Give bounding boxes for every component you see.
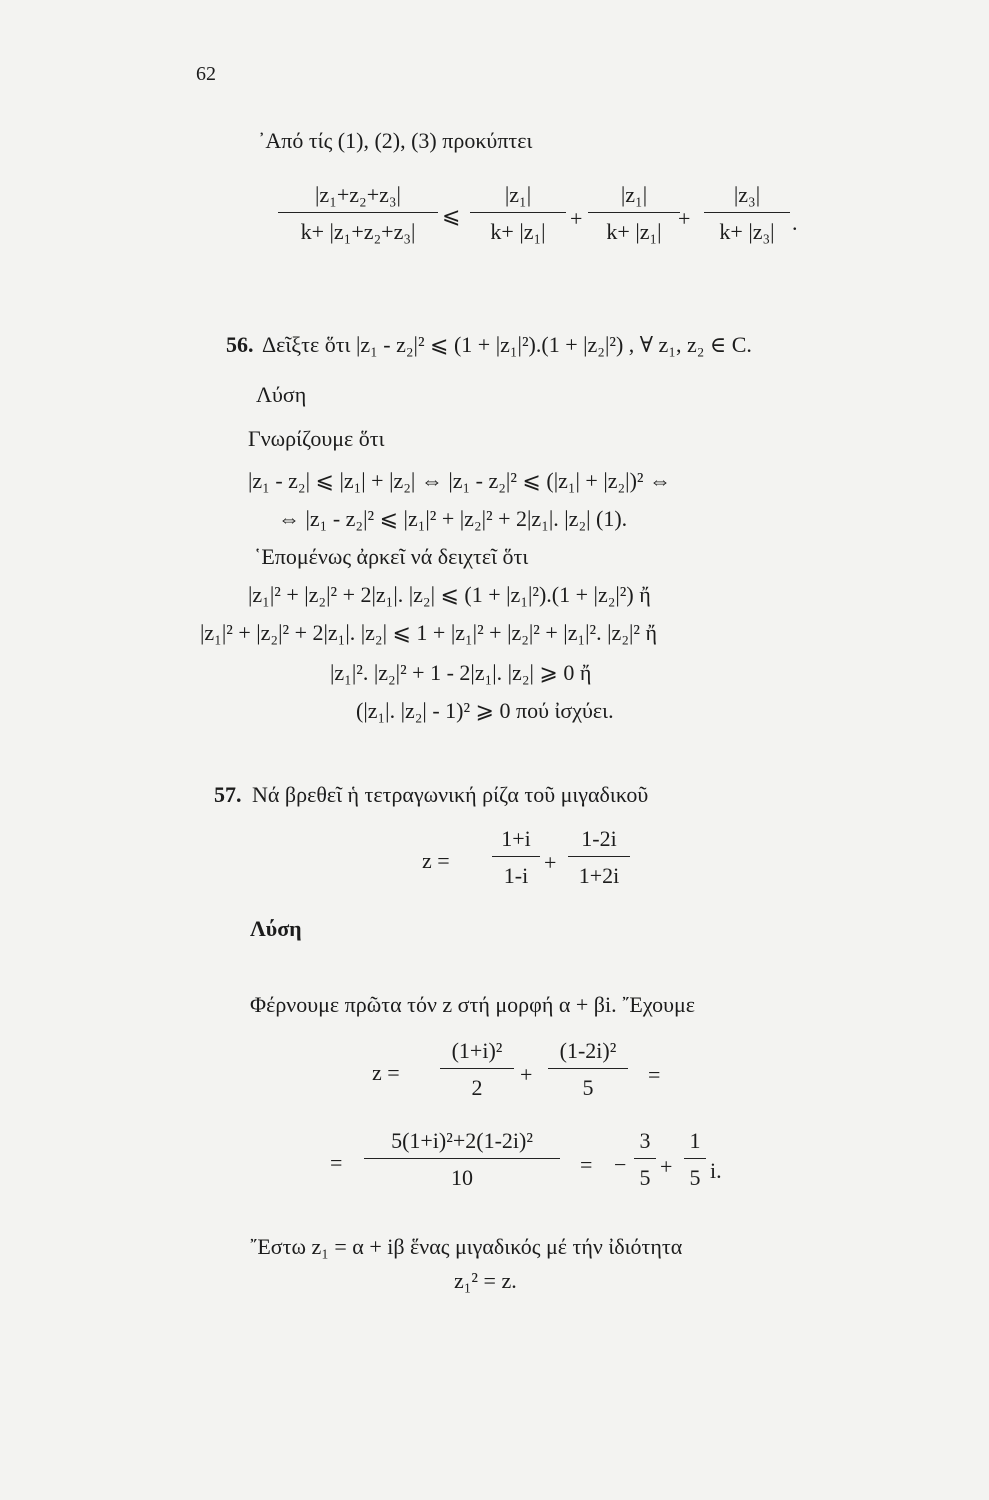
plus-sign: +	[520, 1062, 533, 1087]
denominator: k+ |z₁|	[606, 219, 662, 244]
imag-unit: i.	[710, 1158, 722, 1183]
denominator: k+ |z₁+z₂+z₃|	[300, 219, 416, 244]
plus-sign: +	[570, 206, 583, 231]
eq2-fraction-3	[684, 1130, 706, 1189]
z-lhs: z =	[422, 848, 450, 873]
ineq-fraction-1	[278, 184, 438, 243]
ex56-line-1: Γνωρίζουμε ὅτι	[248, 426, 385, 451]
ex56-line-4: ῾Επομένως ἀρκεῖ νά δειχτεῖ ὅτι	[254, 544, 529, 569]
page-number: 62	[196, 63, 216, 85]
numerator: (1-2i)²	[559, 1038, 617, 1063]
eq2-fraction	[364, 1130, 560, 1189]
ineq-fraction-4	[704, 184, 790, 243]
ex56-line-7: |z₁|². |z₂|² + 1 - 2|z₁|. |z₂| ⩾ 0 ἤ	[330, 660, 592, 685]
ex56-line-8: (|z₁|. |z₂| - 1)² ⩾ 0 πού ἰσχύει.	[356, 698, 614, 723]
plus-sign: +	[660, 1154, 673, 1179]
minus-sign: −	[614, 1152, 627, 1177]
eq1-fraction-1	[440, 1040, 514, 1099]
denominator: 2	[471, 1075, 483, 1100]
numerator: 3	[639, 1128, 651, 1153]
denominator: k+ |z₁|	[490, 219, 546, 244]
eq1-fraction-2	[548, 1040, 628, 1099]
exercise-57-statement: Νά βρεθεῖ ἡ τετραγωνική ρίζα τοῦ μιγαδικοῦ	[252, 782, 649, 807]
intro-line: ᾿Από τίς (1), (2), (3) προκύπτει	[258, 128, 533, 153]
numerator: |z₁|	[504, 182, 532, 207]
equals-sign: =	[580, 1152, 593, 1177]
eq2-lhs: =	[330, 1150, 343, 1175]
exercise-57-solution-heading: Λύση	[250, 916, 302, 941]
numerator: 1+i	[501, 826, 531, 851]
numerator: |z₁+z₂+z₃|	[315, 182, 401, 207]
ineq-fraction-2	[470, 184, 566, 243]
leq-sign: ⩽	[442, 203, 461, 228]
plus-sign: +	[544, 850, 557, 875]
numerator: 5(1+i)²+2(1-2i)²	[391, 1128, 533, 1153]
eq1-lhs: z =	[372, 1060, 400, 1085]
ex56-line-2: |z₁ - z₂| ⩽ |z₁| + |z₂| ⇔ |z₁ - z₂|² ⩽ (|z₁| + |z₂|)² ⇔	[248, 468, 672, 493]
denominator: 5	[689, 1165, 701, 1190]
period: .	[792, 210, 798, 235]
ex57-line-last-1: ῎Εστω z₁ = α + iβ ἕνας μιγαδικός μέ τήν ἰδιότητα	[250, 1234, 683, 1259]
plus-sign: +	[678, 206, 691, 231]
numerator: 1	[689, 1128, 701, 1153]
denominator: 1+2i	[578, 863, 620, 888]
ex57-line-last-2: z₁² = z.	[454, 1268, 517, 1293]
numerator: (1+i)²	[451, 1038, 503, 1063]
ex56-line-3: ⇔ |z₁ - z₂|² ⩽ |z₁|² + |z₂|² + 2|z₁|. |z₂| (1).	[278, 506, 628, 531]
numerator: |z₃|	[733, 182, 761, 207]
exercise-56-statement: Δεῖξτε ὅτι |z₁ - z₂|² ⩽ (1 + |z₁|²).(1 + |z₂|²) , ∀ z₁, z₂ ∈ C.	[262, 332, 752, 357]
denominator: 10	[451, 1165, 473, 1190]
ineq-fraction-3	[588, 184, 680, 243]
denominator: 1-i	[503, 863, 529, 888]
ex57-line-1: Φέρνουμε πρῶτα τόν z στή μορφή α + βi. ῎Εχουμε	[250, 992, 696, 1017]
denominator: 5	[639, 1165, 651, 1190]
denominator: k+ |z₃|	[719, 219, 775, 244]
eq2-fraction-2	[634, 1130, 656, 1189]
exercise-56-solution-heading: Λύση	[256, 382, 307, 407]
exercise-56-number: 56.	[226, 332, 254, 357]
ex56-line-5: |z₁|² + |z₂|² + 2|z₁|. |z₂| ⩽ (1 + |z₁|²).(1 + |z₂|²) ἤ	[248, 582, 651, 607]
z-fraction-2	[568, 828, 630, 887]
equals-sign: =	[648, 1062, 661, 1087]
exercise-57-number: 57.	[214, 782, 242, 807]
numerator: |z₁|	[620, 182, 648, 207]
z-fraction-1	[492, 828, 540, 887]
denominator: 5	[582, 1075, 594, 1100]
numerator: 1-2i	[581, 826, 617, 851]
ex56-line-6: |z₁|² + |z₂|² + 2|z₁|. |z₂| ⩽ 1 + |z₁|² + |z₂|² + |z₁|². |z₂|² ἤ	[200, 620, 657, 645]
